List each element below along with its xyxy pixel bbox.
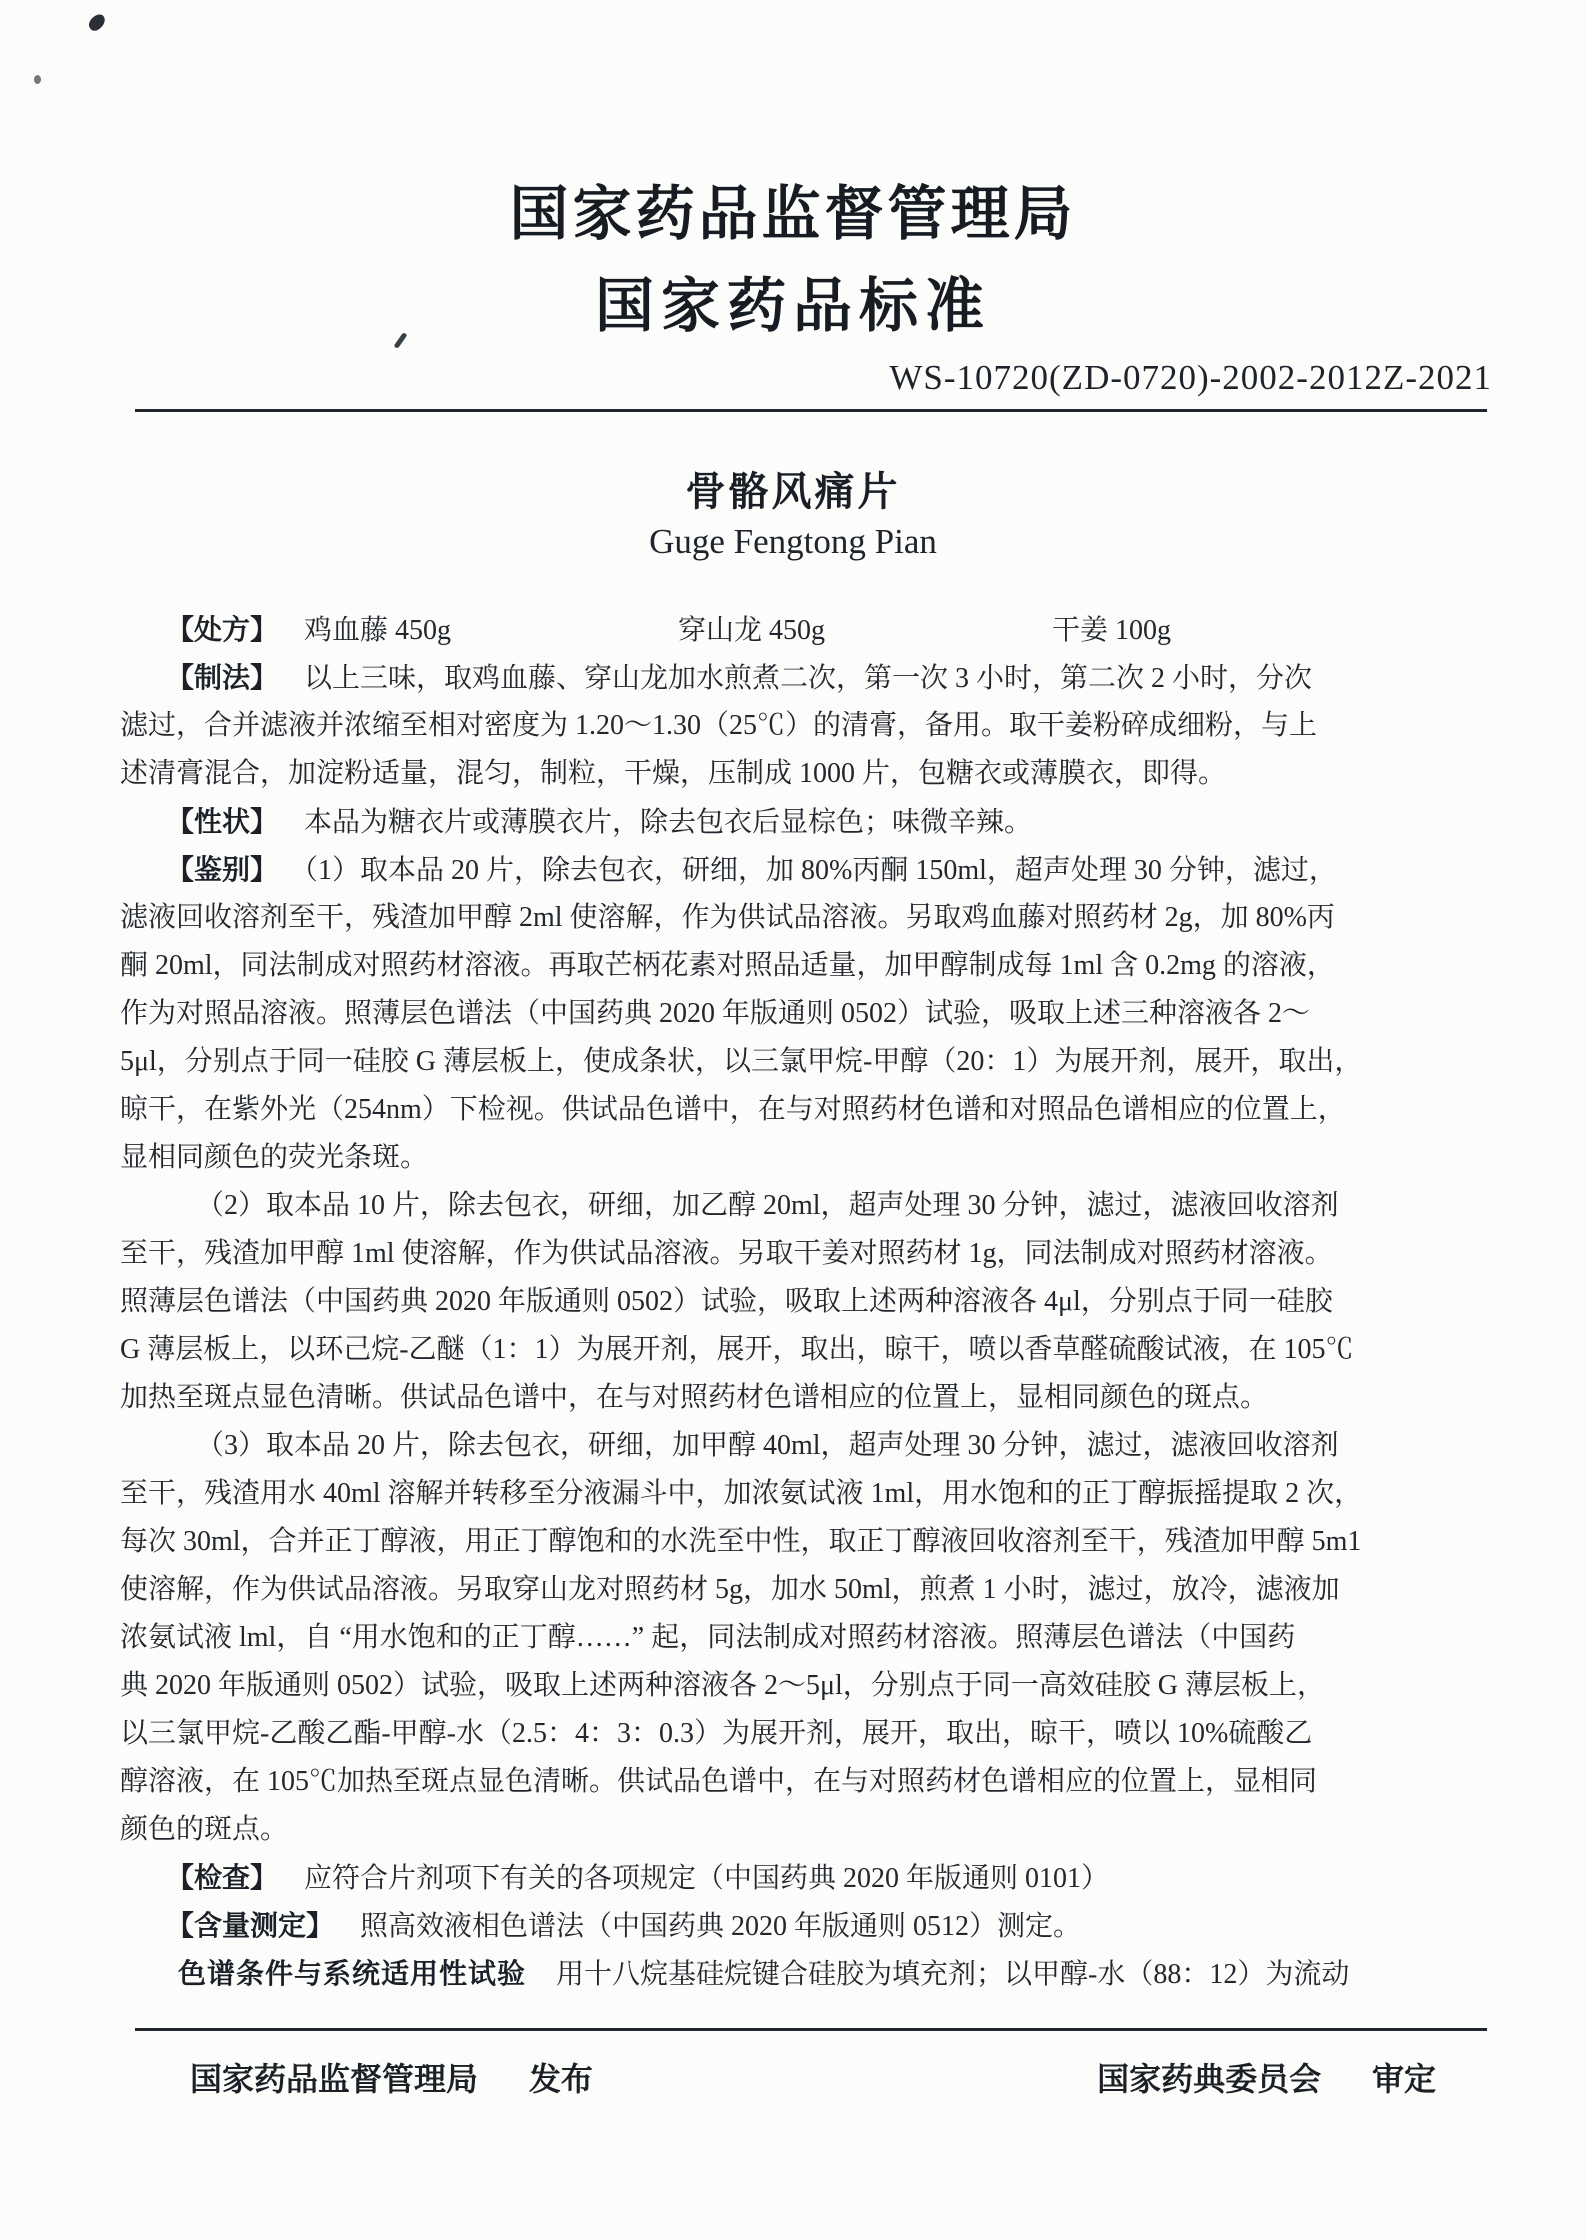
body-line [120, 942, 1492, 990]
body-line-text: 滤液回收溶剂至干，残渣加甲醇 2ml 使溶解，作为供试品溶液。另取鸡血藤对照药材 2g，加 80%丙 [120, 902, 1335, 933]
body-line [120, 1518, 1492, 1566]
body-line [120, 1950, 1492, 1998]
body-line-text: 照薄层色谱法（中国药典 2020 年版通则 0502）试验，吸取上述两种溶液各 4μl，分别点于同一硅胶 [120, 1286, 1333, 1317]
body-line-text: 作为对照品溶液。照薄层色谱法（中国药典 2020 年版通则 0502）试验，吸取上述三种溶液各 2～ [120, 998, 1311, 1029]
body-line [120, 1230, 1492, 1278]
scan-artifact [34, 75, 41, 84]
footer-review-action: 审定 [1371, 2061, 1436, 2097]
document-number: WS-10720(ZD-0720)-2002-2012Z-2021 [889, 358, 1492, 397]
body-line [120, 1614, 1492, 1662]
body-line [120, 1374, 1492, 1422]
body-line [120, 702, 1492, 750]
body-line-text: 至干，残渣用水 40ml 溶解并转移至分液漏斗中，加浓氨试液 1ml，用水饱和的正丁醇振摇提取 2 次， [120, 1478, 1363, 1509]
body-line-text: 本品为糖衣片或薄膜衣片，除去包衣后显棕色；味微辛辣。 [304, 807, 1033, 838]
body-line-text: 以上三味，取鸡血藤、穿山龙加水煎煮二次，第一次 3 小时，第二次 2 小时，分次 [304, 663, 1313, 694]
body-line-text: 用十八烷基硅烷键合硅胶为填充剂；以甲醇-水（88：12）为流动 [556, 1959, 1350, 1990]
body-line-text: 照高效液相色谱法（中国药典 2020 年版通则 0512）测定。 [360, 1911, 1082, 1942]
header-divider [135, 409, 1487, 412]
body-line-text: 使溶解，作为供试品溶液。另取穿山龙对照药材 5g，加水 50ml，煎煮 1 小时，滤过，放冷，滤液加 [120, 1574, 1340, 1605]
body-line-text: 酮 20ml，同法制成对照药材溶液。再取芒柄花素对照品适量，加甲醇制成每 1ml 含 0.2mg 的溶液， [120, 950, 1335, 981]
drug-title: 骨骼风痛片 [685, 470, 901, 514]
body-line [120, 894, 1492, 942]
section-label: 【鉴别】 [166, 854, 279, 885]
body-line [120, 846, 1492, 894]
footer-reviewer-group [1097, 2054, 1436, 2100]
body-line [120, 606, 1492, 654]
prescription-item: 鸡血藤 450g [304, 615, 452, 646]
body-line-text: 加热至斑点显色清晰。供试品色谱中，在与对照药材色谱相应的位置上，显相同颜色的斑点。 [120, 1382, 1269, 1413]
body-line-text: G 薄层板上，以环己烷-乙醚（1：1）为展开剂，展开，取出，晾干，喷以香草醛硫酸试液，在 105℃ [120, 1334, 1354, 1365]
footer-reviewer: 国家药典委员会 [1097, 2061, 1322, 2097]
body-line [120, 1902, 1492, 1950]
body-line-text: 晾干，在紫外光（254nm）下检视。供试品色谱中，在与对照药材色谱和对照品色谱相应的位置上， [120, 1094, 1346, 1125]
body-line [120, 1326, 1492, 1374]
body-line-text: 5μl，分别点于同一硅胶 G 薄层板上，使成条状，以三氯甲烷-甲醇（20：1）为展开剂，展开，取出， [120, 1046, 1363, 1077]
footer-publisher-group [190, 2054, 593, 2100]
footer-publisher: 国家药品监督管理局 [190, 2061, 479, 2097]
document-footer [120, 2054, 1492, 2100]
body-line [120, 1422, 1492, 1470]
body-line-text: 典 2020 年版通则 0502）试验，吸取上述两种溶液各 2～5μl，分别点于同一高效硅胶 G 薄层板上， [120, 1670, 1326, 1701]
body-line-text: 以三氯甲烷-乙酸乙酯-甲醇-水（2.5：4：3：0.3）为展开剂，展开，取出，晾干，喷以 10%硫酸乙 [120, 1718, 1313, 1749]
body-line-text: 述清膏混合，加淀粉适量，混匀，制粒，干燥，压制成 1000 片，包糖衣或薄膜衣，即得。 [120, 758, 1227, 789]
body-line [120, 654, 1492, 702]
section-label: 【检查】 [166, 1862, 279, 1893]
header-standard-type: 国家药品标准 [594, 273, 991, 339]
section-label: 【性状】 [166, 806, 279, 837]
drug-title-pinyin: Guge Fengtong Pian [649, 522, 937, 561]
prescription-item: 干姜 100g [1052, 615, 1172, 646]
body-line-text: 醇溶液，在 105℃加热至斑点显色清晰。供试品色谱中，在与对照药材色谱相应的位置上，显相同 [120, 1766, 1318, 1797]
body-line [120, 798, 1492, 846]
body-line-text: 滤过，合并滤液并浓缩至相对密度为 1.20～1.30（25℃）的清膏，备用。取干姜粉碎成细粉，与上 [120, 710, 1318, 741]
body-line [120, 1758, 1492, 1806]
body-line [120, 1470, 1492, 1518]
body-line-text: 每次 30ml，合并正丁醇液，用正丁醇饱和的水洗至中性，取正丁醇液回收溶剂至干，残渣加甲醇 5m1 [120, 1526, 1362, 1557]
document-body [120, 606, 1492, 1998]
body-line-text: （2）取本品 10 片，除去包衣，研细，加乙醇 20ml，超声处理 30 分钟，滤过，滤液回收溶剂 [196, 1190, 1339, 1221]
section-label: 【处方】 [166, 614, 279, 645]
section-label: 色谱条件与系统适用性试验 [178, 1958, 527, 1989]
body-line-text: 应符合片剂项下有关的各项规定（中国药典 2020 年版通则 0101） [304, 1863, 1110, 1894]
prescription-item: 穿山龙 450g [678, 615, 826, 646]
body-line-text: 至干，残渣加甲醇 1ml 使溶解，作为供试品溶液。另取干姜对照药材 1g，同法制成对照药材溶液。 [120, 1238, 1333, 1269]
body-line-text: （1）取本品 20 片，除去包衣，研细，加 80%丙酮 150ml，超声处理 30 分钟，滤过， [304, 855, 1337, 886]
section-label: 【含量测定】 [166, 1910, 335, 1941]
body-line [120, 1134, 1492, 1182]
footer-publish-action: 发布 [528, 2061, 593, 2097]
body-line [120, 1182, 1492, 1230]
body-line [120, 1806, 1492, 1854]
body-line [120, 1566, 1492, 1614]
body-line-text: 颜色的斑点。 [120, 1814, 289, 1845]
body-line-text: 浓氨试液 lml，自 “用水饱和的正丁醇……” 起，同法制成对照药材溶液。照薄层色谱法（中国药 [120, 1622, 1296, 1653]
body-line [120, 1278, 1492, 1326]
body-line [120, 1086, 1492, 1134]
body-line [120, 990, 1492, 1038]
body-line [120, 750, 1492, 798]
footer-divider [135, 2028, 1487, 2031]
section-label: 【制法】 [166, 662, 279, 693]
scan-artifact [86, 12, 108, 33]
body-line [120, 1854, 1492, 1902]
body-line [120, 1038, 1492, 1086]
body-line [120, 1662, 1492, 1710]
body-line-text: （3）取本品 20 片，除去包衣，研细，加甲醇 40ml，超声处理 30 分钟，滤过，滤液回收溶剂 [196, 1430, 1339, 1461]
header-authority: 国家药品监督管理局 [509, 181, 1077, 247]
body-line [120, 1710, 1492, 1758]
body-line-text: 显相同颜色的荧光条斑。 [120, 1142, 429, 1173]
